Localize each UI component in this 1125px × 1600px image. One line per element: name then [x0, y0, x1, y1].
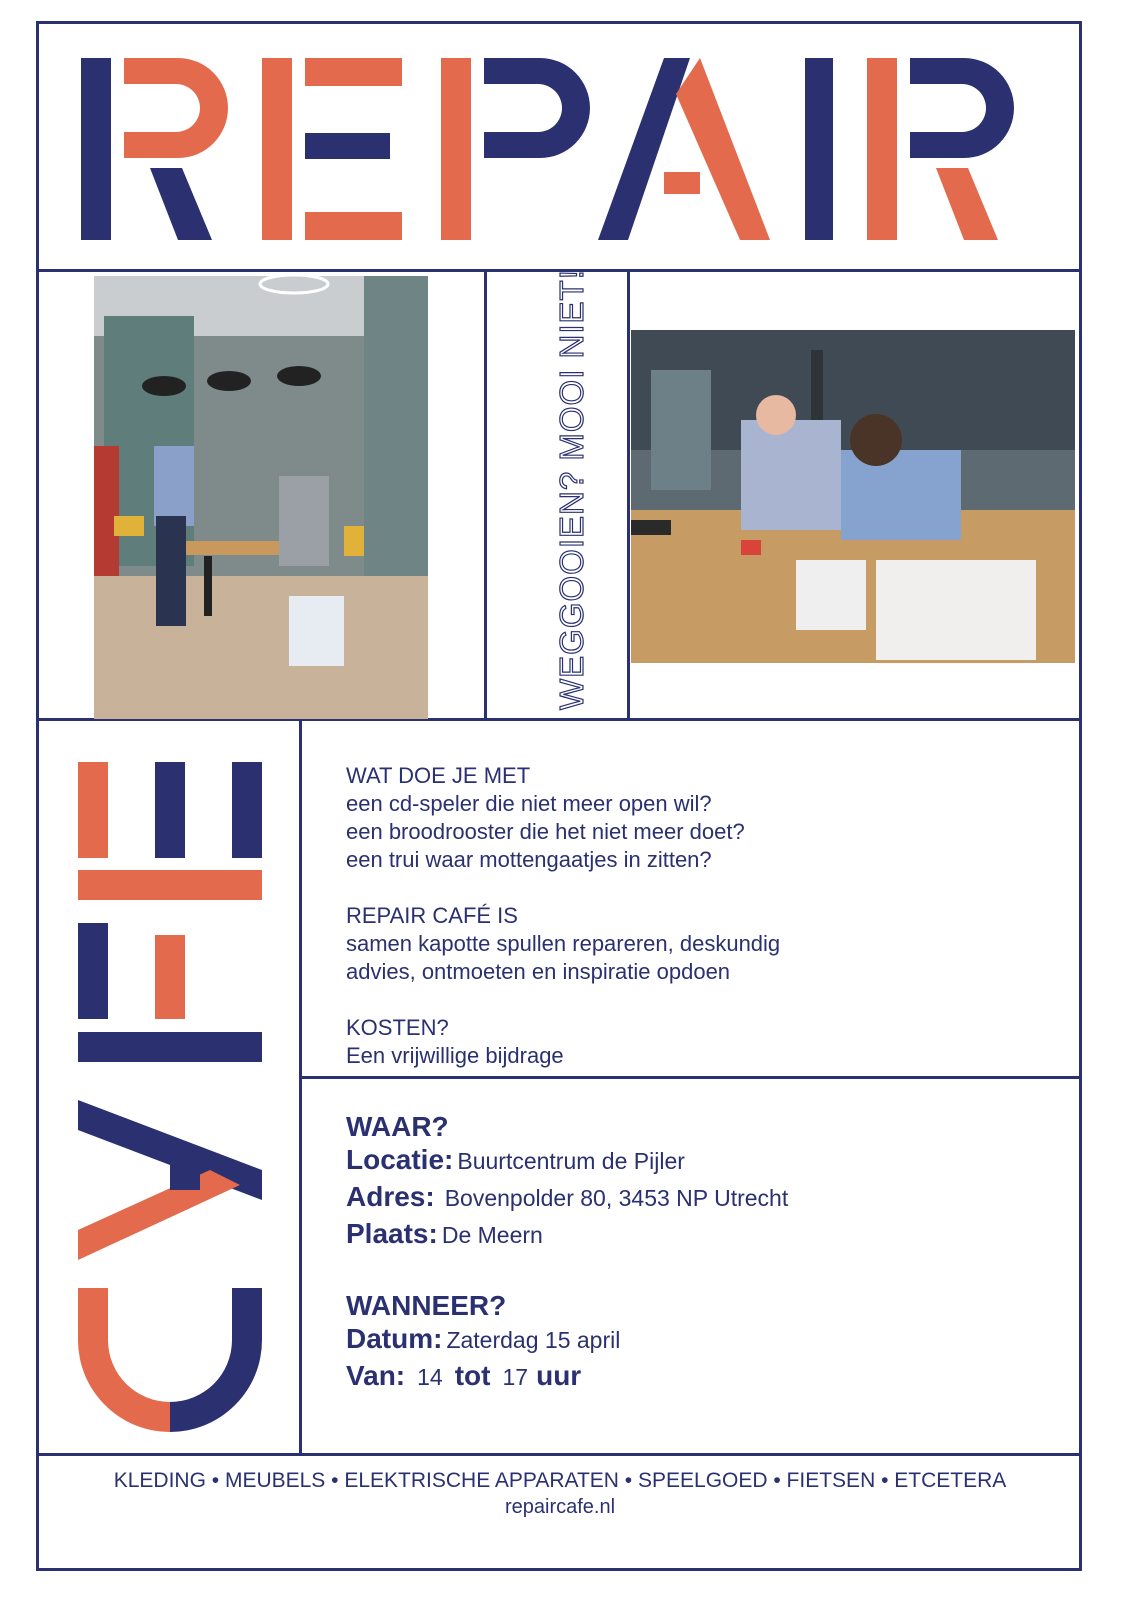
place-label: Plaats:: [346, 1218, 438, 1249]
photo-repair-cafe-room: [94, 276, 428, 719]
address-row: [346, 1181, 1046, 1218]
date-value: Zaterdag 15 april: [446, 1327, 621, 1353]
intro-text: [346, 762, 1046, 1098]
intro-heading-1: WAT DOE JE MET: [346, 763, 531, 788]
divider-photo-left: [484, 270, 487, 720]
letter-a: [598, 58, 770, 240]
letter-i: [805, 58, 833, 240]
time-to: 17: [502, 1364, 529, 1390]
letter-a-rotated: [78, 1100, 262, 1260]
photo-repair-volunteers: [631, 330, 1075, 663]
repair-title: [0, 0, 1125, 270]
intro-line: advies, ontmoeten en inspiratie opdoen: [346, 959, 731, 984]
time-row: [346, 1360, 1046, 1397]
footer-categories: KLEDING • MEUBELS • ELEKTRISCHE APPARATEN • SPEELGOED • FIETSEN • ETCETERA: [113, 1469, 1007, 1492]
intro-line: een trui waar mottengaatjes in zitten?: [346, 847, 712, 872]
where-heading: WAAR?: [346, 1111, 449, 1142]
letter-r1: [81, 58, 228, 240]
letter-p: [441, 58, 590, 240]
intro-line: een cd-speler die niet meer open wil?: [346, 791, 712, 816]
letter-c-rotated: [78, 1288, 262, 1432]
time-to-word: tot: [454, 1360, 491, 1391]
address-value: Bovenpolder 80, 3453 NP Utrecht: [444, 1185, 789, 1211]
when-section: [346, 1289, 1046, 1397]
time-unit: uur: [536, 1360, 582, 1391]
intro-heading-3: KOSTEN?: [346, 1015, 449, 1040]
date-row: [346, 1323, 1046, 1360]
intro-line: Een vrijwillige bijdrage: [346, 1043, 564, 1068]
cafe-title: [60, 740, 280, 1440]
address-label: Adres:: [346, 1181, 435, 1212]
letter-r2: [867, 58, 1014, 240]
letter-f-rotated: [78, 923, 262, 1062]
letter-e: [262, 58, 402, 240]
intro-line: samen kapotte spullen repareren, deskundig: [346, 931, 781, 956]
location-value: Buurtcentrum de Pijler: [457, 1148, 685, 1174]
place-value: De Meern: [441, 1222, 543, 1248]
location-row: [346, 1144, 1046, 1181]
intro-line: een broodrooster die het niet meer doet?: [346, 819, 745, 844]
letter-e-rotated: [78, 762, 262, 900]
time-from: 14: [417, 1364, 443, 1390]
time-label: Van:: [346, 1360, 406, 1391]
date-label: Datum:: [346, 1323, 443, 1354]
where-section: [346, 1110, 1046, 1255]
footer-url[interactable]: repaircafe.nl: [504, 1496, 616, 1518]
divider-photo-right: [627, 270, 630, 720]
when-heading: WANNEER?: [346, 1290, 507, 1321]
slogan-vertical: WEGGOOIEN? MOOI NIET!: [553, 269, 590, 710]
place-row: [346, 1218, 1046, 1255]
divider-footer: [38, 1453, 1080, 1456]
divider-cafe: [299, 720, 302, 1455]
intro-heading-2: REPAIR CAFÉ IS: [346, 903, 518, 928]
location-label: Locatie:: [346, 1144, 454, 1175]
